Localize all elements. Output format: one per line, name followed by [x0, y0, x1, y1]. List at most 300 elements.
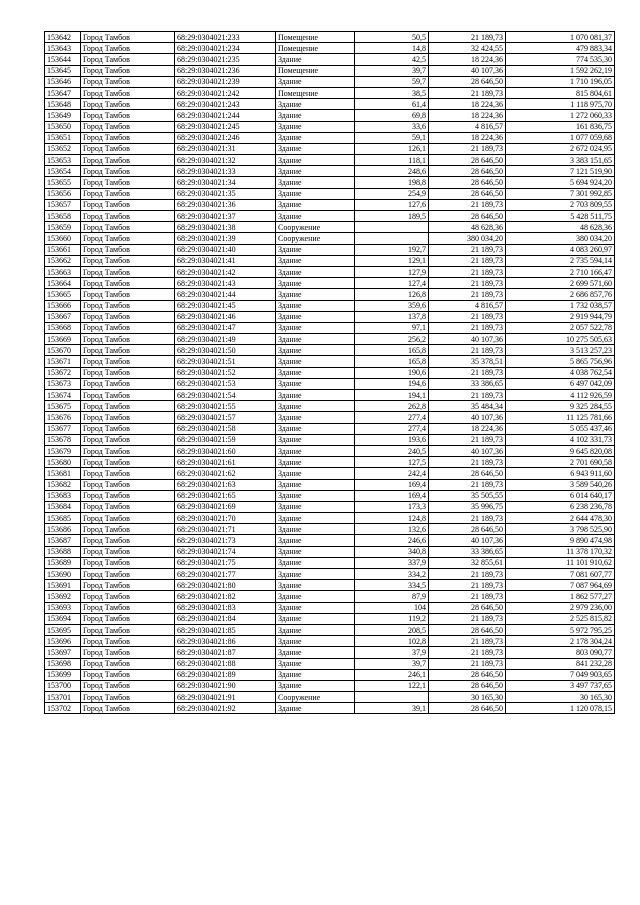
unit-value-cell: 21 189,73: [429, 613, 506, 624]
object-type-cell: Здание: [276, 76, 355, 87]
table-row: [45, 121, 615, 132]
table-row: [45, 658, 615, 669]
object-type-cell: Здание: [276, 278, 355, 289]
locality-cell: Город Тамбов: [81, 188, 175, 199]
locality-cell: Город Тамбов: [81, 54, 175, 65]
cadastral-number-cell: 68:29:0304021:89: [175, 669, 276, 680]
cadastral-value-cell: 7 081 607,77: [506, 569, 615, 580]
unit-value-cell: 21 189,73: [429, 580, 506, 591]
object-type-cell: Помещение: [276, 65, 355, 76]
cadastral-number-cell: 68:29:0304021:38: [175, 222, 276, 233]
cadastral-number-cell: 68:29:0304021:37: [175, 211, 276, 222]
cadastral-value-cell: 2 919 944,79: [506, 311, 615, 322]
area-cell: 240,5: [355, 445, 429, 456]
area-cell: 59,7: [355, 76, 429, 87]
object-type-cell: Здание: [276, 602, 355, 613]
cadastral-value-cell: 2 699 571,60: [506, 278, 615, 289]
table-row: [45, 143, 615, 154]
unit-value-cell: 21 189,73: [429, 513, 506, 524]
cadastral-number-cell: 68:29:0304021:88: [175, 658, 276, 669]
cadastral-number-cell: 68:29:0304021:92: [175, 703, 276, 714]
cadastral-value-cell: 6 497 042,09: [506, 378, 615, 389]
locality-cell: Город Тамбов: [81, 300, 175, 311]
cadastral-value-cell: 1 070 081,37: [506, 32, 615, 43]
locality-cell: Город Тамбов: [81, 356, 175, 367]
locality-cell: Город Тамбов: [81, 457, 175, 468]
locality-cell: Город Тамбов: [81, 624, 175, 635]
table-row: [45, 468, 615, 479]
row-number-cell: 153684: [45, 501, 81, 512]
row-number-cell: 153660: [45, 233, 81, 244]
cadastral-number-cell: 68:29:0304021:69: [175, 501, 276, 512]
cadastral-number-cell: 68:29:0304021:55: [175, 401, 276, 412]
row-number-cell: 153693: [45, 602, 81, 613]
locality-cell: Город Тамбов: [81, 647, 175, 658]
unit-value-cell: 48 628,36: [429, 222, 506, 233]
table-row: [45, 647, 615, 658]
unit-value-cell: 21 189,73: [429, 434, 506, 445]
cadastral-value-cell: 48 628,36: [506, 222, 615, 233]
cadastral-number-cell: 68:29:0304021:39: [175, 233, 276, 244]
table-row: [45, 401, 615, 412]
unit-value-cell: 33 386,65: [429, 378, 506, 389]
object-type-cell: Здание: [276, 345, 355, 356]
locality-cell: Город Тамбов: [81, 278, 175, 289]
object-type-cell: Здание: [276, 569, 355, 580]
cadastral-value-cell: 2 672 024,95: [506, 143, 615, 154]
unit-value-cell: 28 646,50: [429, 155, 506, 166]
cadastral-value-cell: 5 972 795,25: [506, 624, 615, 635]
cadastral-value-cell: 9 890 474,98: [506, 535, 615, 546]
table-row: [45, 412, 615, 423]
table-row: [45, 99, 615, 110]
locality-cell: Город Тамбов: [81, 244, 175, 255]
object-type-cell: Здание: [276, 636, 355, 647]
unit-value-cell: 35 378,51: [429, 356, 506, 367]
cadastral-number-cell: 68:29:0304021:233: [175, 32, 276, 43]
table-row: [45, 692, 615, 703]
area-cell: 169,4: [355, 479, 429, 490]
object-type-cell: Здание: [276, 199, 355, 210]
area-cell: 50,5: [355, 32, 429, 43]
table-row: [45, 132, 615, 143]
locality-cell: Город Тамбов: [81, 423, 175, 434]
area-cell: 39,7: [355, 65, 429, 76]
area-cell: 169,4: [355, 490, 429, 501]
table-row: [45, 535, 615, 546]
area-cell: 127,4: [355, 278, 429, 289]
area-cell: 340,8: [355, 546, 429, 557]
cadastral-number-cell: 68:29:0304021:52: [175, 367, 276, 378]
cadastral-number-cell: 68:29:0304021:34: [175, 177, 276, 188]
cadastral-number-cell: 68:29:0304021:61: [175, 457, 276, 468]
table-row: [45, 479, 615, 490]
area-cell: 87,9: [355, 591, 429, 602]
table-row: [45, 300, 615, 311]
cadastral-value-cell: 2 701 690,58: [506, 457, 615, 468]
object-type-cell: Здание: [276, 580, 355, 591]
cadastral-number-cell: 68:29:0304021:71: [175, 524, 276, 535]
table-row: [45, 155, 615, 166]
object-type-cell: Здание: [276, 177, 355, 188]
locality-cell: Город Тамбов: [81, 580, 175, 591]
locality-cell: Город Тамбов: [81, 345, 175, 356]
area-cell: 97,1: [355, 322, 429, 333]
area-cell: 124,8: [355, 513, 429, 524]
unit-value-cell: 21 189,73: [429, 658, 506, 669]
cadastral-value-cell: 7 301 992,85: [506, 188, 615, 199]
unit-value-cell: 21 189,73: [429, 479, 506, 490]
cadastral-value-cell: 2 979 236,00: [506, 602, 615, 613]
unit-value-cell: 21 189,73: [429, 569, 506, 580]
table-row: [45, 32, 615, 43]
cadastral-value-cell: 2 686 857,76: [506, 289, 615, 300]
unit-value-cell: 40 107,36: [429, 535, 506, 546]
object-type-cell: Здание: [276, 703, 355, 714]
locality-cell: Город Тамбов: [81, 513, 175, 524]
cadastral-value-cell: 2 735 594,14: [506, 255, 615, 266]
cadastral-value-cell: 1 077 059,68: [506, 132, 615, 143]
object-type-cell: Помещение: [276, 43, 355, 54]
cadastral-value-table: [44, 31, 615, 714]
row-number-cell: 153678: [45, 434, 81, 445]
object-type-cell: Здание: [276, 401, 355, 412]
area-cell: 262,8: [355, 401, 429, 412]
row-number-cell: 153642: [45, 32, 81, 43]
locality-cell: Город Тамбов: [81, 636, 175, 647]
row-number-cell: 153682: [45, 479, 81, 490]
unit-value-cell: 35 484,34: [429, 401, 506, 412]
cadastral-value-cell: 161 836,75: [506, 121, 615, 132]
area-cell: 104: [355, 602, 429, 613]
cadastral-value-cell: 6 943 911,60: [506, 468, 615, 479]
cadastral-value-cell: 3 513 257,23: [506, 345, 615, 356]
locality-cell: Город Тамбов: [81, 32, 175, 43]
object-type-cell: Здание: [276, 501, 355, 512]
area-cell: 337,9: [355, 557, 429, 568]
unit-value-cell: 40 107,36: [429, 65, 506, 76]
cadastral-number-cell: 68:29:0304021:32: [175, 155, 276, 166]
row-number-cell: 153658: [45, 211, 81, 222]
cadastral-number-cell: 68:29:0304021:46: [175, 311, 276, 322]
cadastral-value-cell: 6 014 640,17: [506, 490, 615, 501]
object-type-cell: Здание: [276, 166, 355, 177]
locality-cell: Город Тамбов: [81, 669, 175, 680]
locality-cell: Город Тамбов: [81, 546, 175, 557]
area-cell: 61,4: [355, 99, 429, 110]
area-cell: 277,4: [355, 423, 429, 434]
cadastral-value-cell: 7 121 519,90: [506, 166, 615, 177]
object-type-cell: Здание: [276, 479, 355, 490]
cadastral-number-cell: 68:29:0304021:50: [175, 345, 276, 356]
row-number-cell: 153666: [45, 300, 81, 311]
object-type-cell: Здание: [276, 680, 355, 691]
table-row: [45, 591, 615, 602]
table-row: [45, 602, 615, 613]
unit-value-cell: 21 189,73: [429, 647, 506, 658]
row-number-cell: 153683: [45, 490, 81, 501]
area-cell: 173,3: [355, 501, 429, 512]
object-type-cell: Здание: [276, 535, 355, 546]
table-row: [45, 445, 615, 456]
row-number-cell: 153668: [45, 322, 81, 333]
cadastral-value-cell: 2 644 478,30: [506, 513, 615, 524]
row-number-cell: 153649: [45, 110, 81, 121]
area-cell: 359,6: [355, 300, 429, 311]
unit-value-cell: 35 996,75: [429, 501, 506, 512]
area-cell: 165,8: [355, 345, 429, 356]
unit-value-cell: 28 646,50: [429, 468, 506, 479]
table-row: [45, 266, 615, 277]
locality-cell: Город Тамбов: [81, 569, 175, 580]
cadastral-number-cell: 68:29:0304021:51: [175, 356, 276, 367]
area-cell: 39,7: [355, 658, 429, 669]
area-cell: 277,4: [355, 412, 429, 423]
unit-value-cell: 28 646,50: [429, 680, 506, 691]
row-number-cell: 153675: [45, 401, 81, 412]
unit-value-cell: 21 189,73: [429, 345, 506, 356]
object-type-cell: Здание: [276, 289, 355, 300]
object-type-cell: Здание: [276, 513, 355, 524]
area-cell: 126,8: [355, 289, 429, 300]
locality-cell: Город Тамбов: [81, 535, 175, 546]
table-row: [45, 636, 615, 647]
cadastral-value-cell: 11 378 170,32: [506, 546, 615, 557]
cadastral-value-cell: 4 083 260,97: [506, 244, 615, 255]
unit-value-cell: 28 646,50: [429, 524, 506, 535]
unit-value-cell: 4 816,57: [429, 121, 506, 132]
object-type-cell: Здание: [276, 390, 355, 401]
locality-cell: Город Тамбов: [81, 490, 175, 501]
row-number-cell: 153671: [45, 356, 81, 367]
cadastral-number-cell: 68:29:0304021:62: [175, 468, 276, 479]
area-cell: 198,8: [355, 177, 429, 188]
locality-cell: Город Тамбов: [81, 434, 175, 445]
cadastral-value-cell: 9 645 820,08: [506, 445, 615, 456]
cadastral-value-cell: 841 232,28: [506, 658, 615, 669]
locality-cell: Город Тамбов: [81, 703, 175, 714]
table-row: [45, 613, 615, 624]
locality-cell: Город Тамбов: [81, 322, 175, 333]
cadastral-number-cell: 68:29:0304021:31: [175, 143, 276, 154]
locality-cell: Город Тамбов: [81, 211, 175, 222]
table-row: [45, 110, 615, 121]
object-type-cell: Помещение: [276, 87, 355, 98]
row-number-cell: 153643: [45, 43, 81, 54]
table-row: [45, 233, 615, 244]
area-cell: [355, 692, 429, 703]
table-row: [45, 356, 615, 367]
cadastral-number-cell: 68:29:0304021:53: [175, 378, 276, 389]
unit-value-cell: 380 034,20: [429, 233, 506, 244]
table-row: [45, 680, 615, 691]
table-row: [45, 222, 615, 233]
cadastral-value-cell: 380 034,20: [506, 233, 615, 244]
locality-cell: Город Тамбов: [81, 289, 175, 300]
cadastral-value-cell: 1 272 060,33: [506, 110, 615, 121]
table-row: [45, 54, 615, 65]
object-type-cell: Здание: [276, 99, 355, 110]
cadastral-number-cell: 68:29:0304021:75: [175, 557, 276, 568]
area-cell: 193,6: [355, 434, 429, 445]
object-type-cell: Здание: [276, 367, 355, 378]
locality-cell: Город Тамбов: [81, 110, 175, 121]
locality-cell: Город Тамбов: [81, 591, 175, 602]
locality-cell: Город Тамбов: [81, 311, 175, 322]
cadastral-number-cell: 68:29:0304021:82: [175, 591, 276, 602]
row-number-cell: 153648: [45, 99, 81, 110]
cadastral-value-cell: 5 428 511,75: [506, 211, 615, 222]
row-number-cell: 153685: [45, 513, 81, 524]
object-type-cell: Здание: [276, 624, 355, 635]
row-number-cell: 153669: [45, 334, 81, 345]
row-number-cell: 153688: [45, 546, 81, 557]
cadastral-number-cell: 68:29:0304021:243: [175, 99, 276, 110]
area-cell: 129,1: [355, 255, 429, 266]
cadastral-number-cell: 68:29:0304021:59: [175, 434, 276, 445]
unit-value-cell: 30 165,30: [429, 692, 506, 703]
locality-cell: Город Тамбов: [81, 65, 175, 76]
unit-value-cell: 40 107,36: [429, 334, 506, 345]
cadastral-value-cell: 7 087 964,69: [506, 580, 615, 591]
row-number-cell: 153698: [45, 658, 81, 669]
table-row: [45, 43, 615, 54]
area-cell: 122,1: [355, 680, 429, 691]
row-number-cell: 153674: [45, 390, 81, 401]
object-type-cell: Сооружение: [276, 222, 355, 233]
cadastral-value-cell: 11 125 781,66: [506, 412, 615, 423]
area-cell: 192,7: [355, 244, 429, 255]
table-row: [45, 322, 615, 333]
unit-value-cell: 21 189,73: [429, 244, 506, 255]
locality-cell: Город Тамбов: [81, 692, 175, 703]
unit-value-cell: 21 189,73: [429, 367, 506, 378]
unit-value-cell: 21 189,73: [429, 591, 506, 602]
row-number-cell: 153676: [45, 412, 81, 423]
cadastral-number-cell: 68:29:0304021:43: [175, 278, 276, 289]
unit-value-cell: 28 646,50: [429, 703, 506, 714]
table-body: [45, 32, 615, 714]
locality-cell: Город Тамбов: [81, 43, 175, 54]
area-cell: [355, 233, 429, 244]
locality-cell: Город Тамбов: [81, 233, 175, 244]
object-type-cell: Сооружение: [276, 233, 355, 244]
table-row: [45, 669, 615, 680]
area-cell: 189,5: [355, 211, 429, 222]
cadastral-value-cell: 5 694 924,20: [506, 177, 615, 188]
cadastral-number-cell: 68:29:0304021:65: [175, 490, 276, 501]
area-cell: 137,8: [355, 311, 429, 322]
area-cell: 118,1: [355, 155, 429, 166]
unit-value-cell: 28 646,50: [429, 211, 506, 222]
row-number-cell: 153672: [45, 367, 81, 378]
cadastral-value-cell: 774 535,30: [506, 54, 615, 65]
table-row: [45, 490, 615, 501]
cadastral-value-cell: 11 101 910,62: [506, 557, 615, 568]
cadastral-number-cell: 68:29:0304021:86: [175, 636, 276, 647]
cadastral-number-cell: 68:29:0304021:236: [175, 65, 276, 76]
locality-cell: Город Тамбов: [81, 602, 175, 613]
cadastral-value-cell: 4 112 926,59: [506, 390, 615, 401]
unit-value-cell: 21 189,73: [429, 322, 506, 333]
locality-cell: Город Тамбов: [81, 177, 175, 188]
row-number-cell: 153696: [45, 636, 81, 647]
object-type-cell: Здание: [276, 490, 355, 501]
cadastral-number-cell: 68:29:0304021:85: [175, 624, 276, 635]
locality-cell: Город Тамбов: [81, 524, 175, 535]
cadastral-number-cell: 68:29:0304021:245: [175, 121, 276, 132]
table-row: [45, 211, 615, 222]
object-type-cell: Здание: [276, 121, 355, 132]
cadastral-value-cell: 1 592 262,19: [506, 65, 615, 76]
object-type-cell: Здание: [276, 647, 355, 658]
object-type-cell: Здание: [276, 188, 355, 199]
unit-value-cell: 4 816,57: [429, 300, 506, 311]
object-type-cell: Здание: [276, 266, 355, 277]
locality-cell: Город Тамбов: [81, 132, 175, 143]
locality-cell: Город Тамбов: [81, 401, 175, 412]
cadastral-value-cell: 479 883,34: [506, 43, 615, 54]
table-row: [45, 580, 615, 591]
cadastral-value-cell: 6 238 236,78: [506, 501, 615, 512]
object-type-cell: Здание: [276, 468, 355, 479]
table-row: [45, 255, 615, 266]
cadastral-value-cell: 1 118 975,70: [506, 99, 615, 110]
unit-value-cell: 21 189,73: [429, 457, 506, 468]
cadastral-number-cell: 68:29:0304021:83: [175, 602, 276, 613]
cadastral-value-cell: 9 325 284,55: [506, 401, 615, 412]
locality-cell: Город Тамбов: [81, 367, 175, 378]
table-row: [45, 367, 615, 378]
unit-value-cell: 28 646,50: [429, 669, 506, 680]
unit-value-cell: 33 386,65: [429, 546, 506, 557]
object-type-cell: Здание: [276, 132, 355, 143]
locality-cell: Город Тамбов: [81, 390, 175, 401]
row-number-cell: 153692: [45, 591, 81, 602]
row-number-cell: 153654: [45, 166, 81, 177]
row-number-cell: 153662: [45, 255, 81, 266]
object-type-cell: Помещение: [276, 32, 355, 43]
row-number-cell: 153645: [45, 65, 81, 76]
locality-cell: Город Тамбов: [81, 445, 175, 456]
unit-value-cell: 18 224,36: [429, 132, 506, 143]
unit-value-cell: 21 189,73: [429, 32, 506, 43]
row-number-cell: 153691: [45, 580, 81, 591]
table-row: [45, 569, 615, 580]
row-number-cell: 153651: [45, 132, 81, 143]
row-number-cell: 153667: [45, 311, 81, 322]
area-cell: 246,6: [355, 535, 429, 546]
unit-value-cell: 18 224,36: [429, 423, 506, 434]
area-cell: 334,5: [355, 580, 429, 591]
locality-cell: Город Тамбов: [81, 143, 175, 154]
row-number-cell: 153694: [45, 613, 81, 624]
cadastral-value-cell: 5 865 756,96: [506, 356, 615, 367]
area-cell: 33,6: [355, 121, 429, 132]
object-type-cell: Здание: [276, 412, 355, 423]
area-cell: 126,1: [355, 143, 429, 154]
area-cell: 242,4: [355, 468, 429, 479]
table-row: [45, 378, 615, 389]
area-cell: 127,5: [355, 457, 429, 468]
cadastral-number-cell: 68:29:0304021:45: [175, 300, 276, 311]
row-number-cell: 153690: [45, 569, 81, 580]
cadastral-value-cell: 1 732 038,57: [506, 300, 615, 311]
table-row: [45, 513, 615, 524]
area-cell: 119,2: [355, 613, 429, 624]
area-cell: 127,9: [355, 266, 429, 277]
unit-value-cell: 21 189,73: [429, 255, 506, 266]
